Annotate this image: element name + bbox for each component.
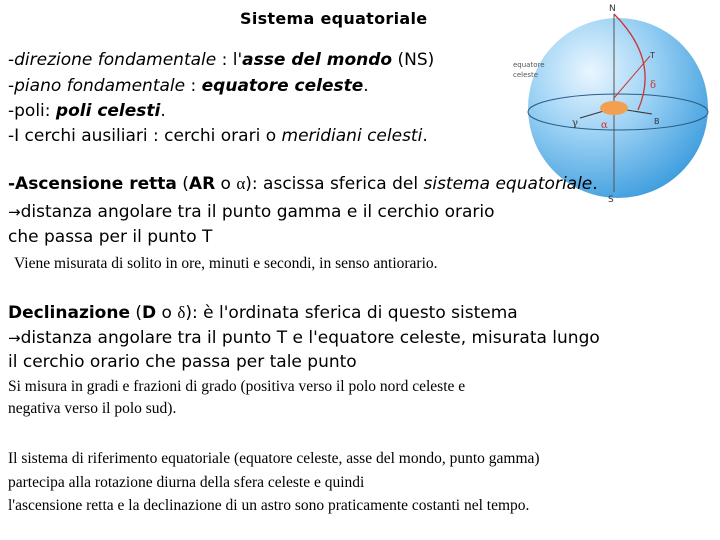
equator-label-2: celeste	[513, 71, 539, 79]
dec-desc-2: il cerchio orario che passa per tale punto	[8, 352, 357, 372]
def-pre: -I cerchi ausiliari : cerchi orari o	[8, 126, 282, 146]
dec-note-1: Si misura in gradi e frazioni di grado (positiva verso il polo nord celeste e	[8, 378, 466, 395]
dec-paren-open: (	[129, 303, 143, 323]
dec-desc-line-2	[8, 352, 357, 372]
definition-poles	[8, 101, 166, 121]
ar-label: -Ascensione retta	[8, 174, 177, 194]
observer-disc	[600, 101, 628, 115]
ar-abbr: AR	[188, 174, 216, 194]
definition-direction	[8, 50, 434, 70]
def-pre: -	[8, 50, 15, 70]
delta-label: δ	[650, 80, 657, 91]
delta-symbol: δ	[177, 303, 186, 322]
equator-label-1: equatore	[513, 61, 545, 69]
point-b-label: B	[654, 117, 660, 126]
def-value: equatore celeste	[201, 76, 364, 96]
def-value: poli celesti	[55, 101, 161, 121]
summary-line-2: partecipa alla rotazione diurna della sfera celeste e quindi	[8, 474, 365, 491]
ar-or: o	[215, 174, 237, 194]
def-sep: :	[185, 76, 202, 96]
def-value: asse del mondo	[242, 50, 393, 70]
def-pre: -	[8, 76, 15, 96]
arrow-icon: →	[8, 203, 21, 221]
dec-abbr: D	[142, 303, 157, 323]
definition-circles	[8, 126, 428, 146]
def-post: .	[422, 126, 428, 146]
ar-system: sistema equatoriale	[423, 174, 593, 194]
ar-desc: ): ascissa sferica del	[245, 174, 424, 194]
arrow-icon: →	[8, 329, 21, 347]
definition-plane	[8, 76, 369, 96]
dec-note-2: negativa verso il polo sud).	[8, 400, 177, 417]
alpha-label: α	[601, 120, 608, 131]
ar-desc-1: distanza angolare tra il punto gamma e il cerchio orario	[20, 202, 495, 222]
summary-line-1: Il sistema di riferimento equatoriale (equatore celeste, asse del mondo, punto gamma)	[8, 450, 540, 467]
point-t-label: T	[650, 51, 655, 60]
ar-desc-line-1	[8, 202, 495, 222]
dec-label: Declinazione	[8, 303, 130, 323]
summary-line-3: l'ascensione retta e la declinazione di un astro sono praticamente costanti nel tempo.	[8, 497, 530, 514]
ar-end: .	[592, 174, 598, 194]
def-value: meridiani celesti	[281, 126, 423, 146]
dec-or: o	[156, 303, 178, 323]
north-label: N	[609, 4, 616, 14]
dec-desc-1: distanza angolare tra il punto T e l'equatore celeste, misurata lungo	[20, 328, 600, 348]
def-post: .	[363, 76, 369, 96]
dec-desc: ): è l'ordinata sferica di questo sistema	[185, 303, 518, 323]
south-label: S	[608, 195, 614, 205]
page-title: Sistema equatoriale	[240, 9, 428, 28]
ar-heading	[8, 174, 598, 194]
alpha-symbol: α	[236, 174, 246, 193]
ar-note: Viene misurata di solito in ore, minuti e secondi, in senso antiorario.	[14, 255, 438, 272]
def-sep: : l'	[216, 50, 243, 70]
ar-paren-open: (	[176, 174, 189, 194]
ar-desc-2: che passa per il punto T	[8, 227, 213, 247]
def-post: (NS)	[392, 50, 435, 70]
dec-desc-line-1	[8, 328, 600, 348]
gamma-label: γ	[572, 118, 578, 129]
dec-heading	[8, 303, 518, 323]
def-post: .	[160, 101, 166, 121]
ar-desc-line-2	[8, 227, 212, 247]
def-pre: -poli:	[8, 101, 56, 121]
def-term: piano fondamentale	[14, 76, 186, 96]
def-term: direzione fondamentale	[14, 50, 217, 70]
